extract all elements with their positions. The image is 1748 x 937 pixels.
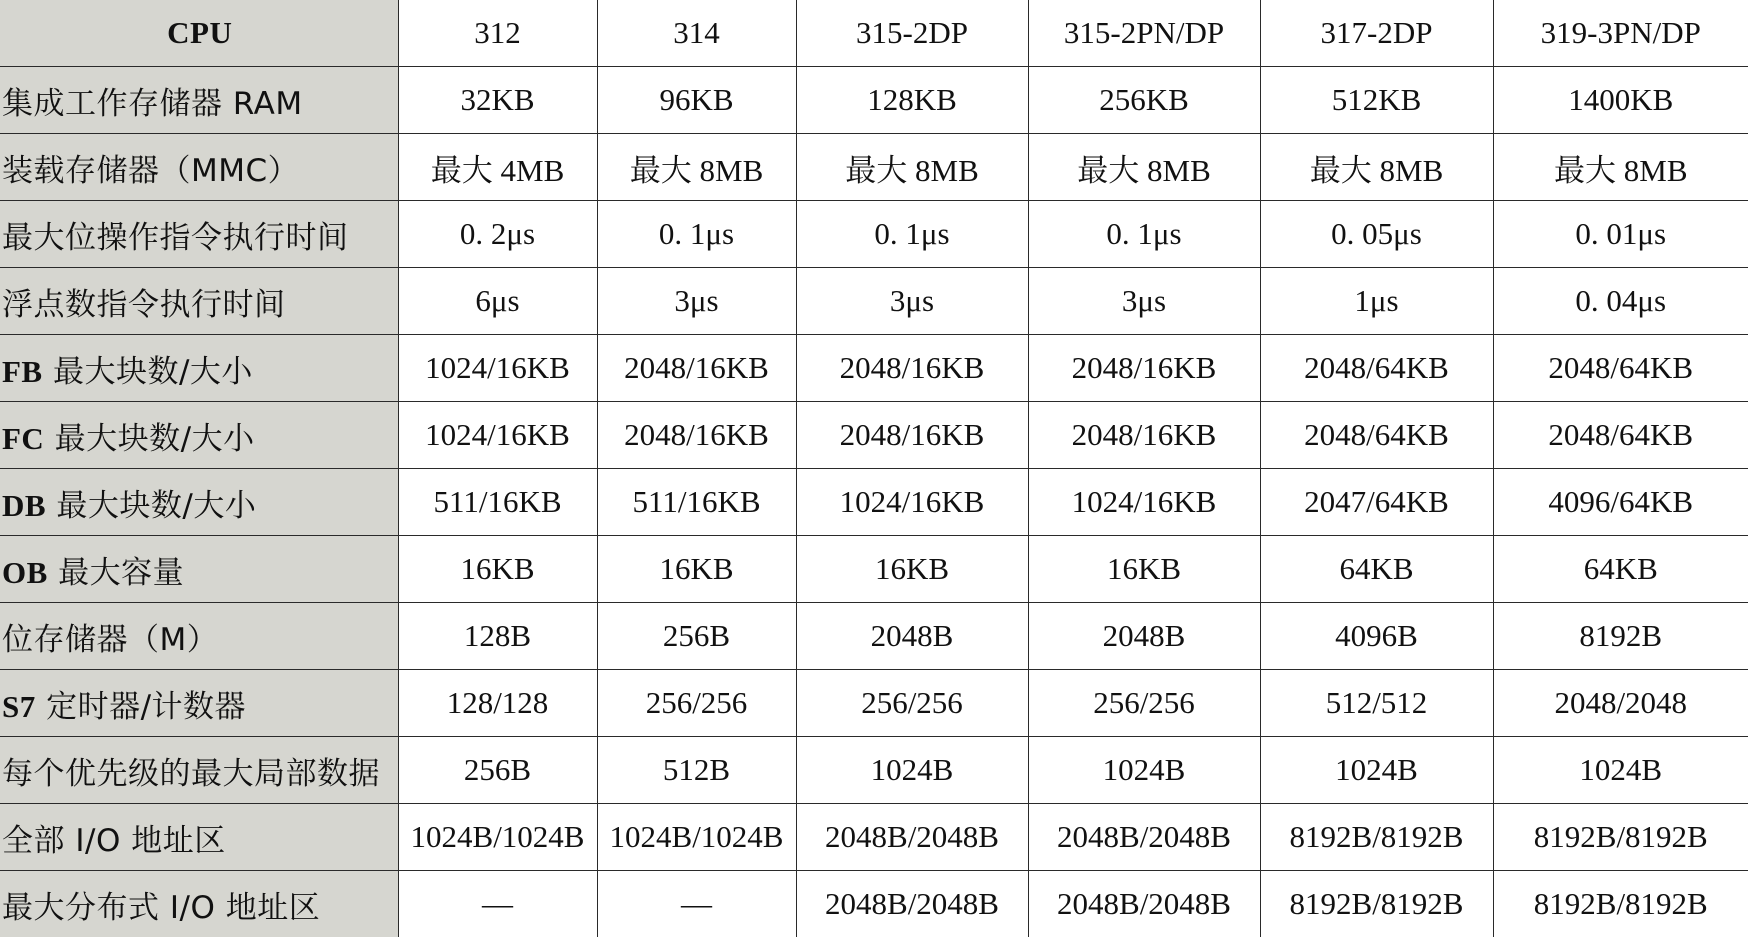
row-label-text: 位存储器（M） xyxy=(2,622,218,658)
row-label-prefix: FB xyxy=(2,354,43,389)
row-label xyxy=(0,402,398,469)
row-label xyxy=(0,67,398,134)
model-header: 317-2DP xyxy=(1260,0,1493,67)
table-cell: 1024B xyxy=(796,737,1028,804)
table-cell: 2048/64KB xyxy=(1260,402,1493,469)
table-cell: 256B xyxy=(597,603,796,670)
table-cell: 16KB xyxy=(1028,536,1260,603)
table-cell: 8192B xyxy=(1493,603,1748,670)
table-cell: 128B xyxy=(398,603,597,670)
table-cell: 最大 8MB xyxy=(1260,134,1493,201)
table-cell: 2048/2048 xyxy=(1493,670,1748,737)
table-cell: 32KB xyxy=(398,67,597,134)
model-header: 315-2PN/DP xyxy=(1028,0,1260,67)
table-cell: 1024B xyxy=(1493,737,1748,804)
table-cell: 3μs xyxy=(796,268,1028,335)
model-header: 314 xyxy=(597,0,796,67)
table-cell: 最大 8MB xyxy=(1493,134,1748,201)
table-cell: — xyxy=(398,871,597,937)
table-cell: 8192B/8192B xyxy=(1260,804,1493,871)
row-label xyxy=(0,201,398,268)
table-cell: 1024B xyxy=(1260,737,1493,804)
row-label-text: 最大容量 xyxy=(48,555,184,591)
row-label-text: 浮点数指令执行时间 xyxy=(2,287,286,323)
row-label-text: 最大块数/大小 xyxy=(43,354,253,390)
table-cell: 2048/16KB xyxy=(1028,335,1260,402)
table-cell: 最大 4MB xyxy=(398,134,597,201)
table-cell: 2048/16KB xyxy=(597,402,796,469)
row-label-prefix: DB xyxy=(2,488,46,523)
table-row xyxy=(0,402,1748,469)
table-row xyxy=(0,335,1748,402)
table-cell: 1024B/1024B xyxy=(398,804,597,871)
table-cell: 2048/64KB xyxy=(1493,335,1748,402)
table-cell: 3μs xyxy=(1028,268,1260,335)
row-label-text: 最大块数/大小 xyxy=(46,488,256,524)
row-label-text: 每个优先级的最大局部数据 xyxy=(2,756,380,792)
row-label-text: 全部 I/O 地址区 xyxy=(2,823,226,859)
table-cell: 4096/64KB xyxy=(1493,469,1748,536)
table-cell: 511/16KB xyxy=(597,469,796,536)
table-cell: 6μs xyxy=(398,268,597,335)
table-cell: 512/512 xyxy=(1260,670,1493,737)
table-cell: 0. 04μs xyxy=(1493,268,1748,335)
table-cell: 16KB xyxy=(597,536,796,603)
row-label-prefix: S7 xyxy=(2,689,36,724)
row-label xyxy=(0,804,398,871)
table-row xyxy=(0,201,1748,268)
table-cell: 4096B xyxy=(1260,603,1493,670)
table-cell: 1024/16KB xyxy=(398,402,597,469)
table-cell: 2048B/2048B xyxy=(1028,871,1260,937)
table-cell: 1400KB xyxy=(1493,67,1748,134)
table-cell: 1024/16KB xyxy=(1028,469,1260,536)
table-row xyxy=(0,871,1748,937)
table-cell: 256/256 xyxy=(1028,670,1260,737)
row-label-text: 最大块数/大小 xyxy=(44,421,254,457)
table-cell: 96KB xyxy=(597,67,796,134)
row-label xyxy=(0,335,398,402)
table-row xyxy=(0,670,1748,737)
table-cell: 8192B/8192B xyxy=(1493,804,1748,871)
table-cell: 2048B/2048B xyxy=(796,871,1028,937)
table-row xyxy=(0,804,1748,871)
table-cell: 511/16KB xyxy=(398,469,597,536)
table-cell: 1024/16KB xyxy=(796,469,1028,536)
row-label xyxy=(0,737,398,804)
table-row xyxy=(0,67,1748,134)
model-header: 315-2DP xyxy=(796,0,1028,67)
table-cell: 128KB xyxy=(796,67,1028,134)
row-label xyxy=(0,469,398,536)
row-label-text: 集成工作存储器 RAM xyxy=(2,86,303,122)
table-cell: 1024B/1024B xyxy=(597,804,796,871)
table-cell: 2048B/2048B xyxy=(1028,804,1260,871)
table-cell: 8192B/8192B xyxy=(1493,871,1748,937)
table-row xyxy=(0,603,1748,670)
row-label xyxy=(0,603,398,670)
table-cell: 2048B/2048B xyxy=(796,804,1028,871)
table-cell: 2048/16KB xyxy=(796,402,1028,469)
table-cell: 512B xyxy=(597,737,796,804)
table-cell: 2048/16KB xyxy=(796,335,1028,402)
table-cell: 64KB xyxy=(1260,536,1493,603)
table-cell: 2048/16KB xyxy=(1028,402,1260,469)
row-label-prefix: FC xyxy=(2,421,44,456)
table-cell: 256B xyxy=(398,737,597,804)
table-cell: 0. 1μs xyxy=(796,201,1028,268)
model-header: 319-3PN/DP xyxy=(1493,0,1748,67)
table-cell: 128/128 xyxy=(398,670,597,737)
row-label xyxy=(0,536,398,603)
table-cell: 1024/16KB xyxy=(398,335,597,402)
table-cell: 2048/64KB xyxy=(1260,335,1493,402)
model-header: 312 xyxy=(398,0,597,67)
table-cell: 2047/64KB xyxy=(1260,469,1493,536)
table-cell: 256/256 xyxy=(597,670,796,737)
table-cell: 2048/64KB xyxy=(1493,402,1748,469)
table-cell: 1μs xyxy=(1260,268,1493,335)
table-cell: 1024B xyxy=(1028,737,1260,804)
table-cell: 2048B xyxy=(796,603,1028,670)
table-cell: 16KB xyxy=(398,536,597,603)
row-label-text: 定时器/计数器 xyxy=(36,689,246,725)
row-label-text: 装载存储器（MMC） xyxy=(2,153,299,189)
table-cell: 最大 8MB xyxy=(1028,134,1260,201)
corner-label: CPU xyxy=(0,0,398,67)
table-cell: 256KB xyxy=(1028,67,1260,134)
table-cell: 3μs xyxy=(597,268,796,335)
row-label xyxy=(0,670,398,737)
table-cell: 512KB xyxy=(1260,67,1493,134)
table-row xyxy=(0,134,1748,201)
table-cell: 0. 01μs xyxy=(1493,201,1748,268)
table-cell: — xyxy=(597,871,796,937)
table-cell: 0. 2μs xyxy=(398,201,597,268)
table-cell: 0. 1μs xyxy=(1028,201,1260,268)
row-label xyxy=(0,871,398,937)
table-cell: 0. 05μs xyxy=(1260,201,1493,268)
table-cell: 16KB xyxy=(796,536,1028,603)
table-cell: 2048/16KB xyxy=(597,335,796,402)
row-label-prefix: OB xyxy=(2,555,48,590)
row-label-text: 最大分布式 I/O 地址区 xyxy=(2,890,320,926)
table-row xyxy=(0,268,1748,335)
row-label xyxy=(0,268,398,335)
table-row xyxy=(0,536,1748,603)
table-cell: 最大 8MB xyxy=(597,134,796,201)
row-label-text: 最大位操作指令执行时间 xyxy=(2,220,349,256)
table-cell: 256/256 xyxy=(796,670,1028,737)
table-row xyxy=(0,737,1748,804)
table-cell: 0. 1μs xyxy=(597,201,796,268)
header-row xyxy=(0,0,1748,67)
table-cell: 8192B/8192B xyxy=(1260,871,1493,937)
table-cell: 最大 8MB xyxy=(796,134,1028,201)
table-row xyxy=(0,469,1748,536)
row-label xyxy=(0,134,398,201)
table-cell: 2048B xyxy=(1028,603,1260,670)
table-cell: 64KB xyxy=(1493,536,1748,603)
